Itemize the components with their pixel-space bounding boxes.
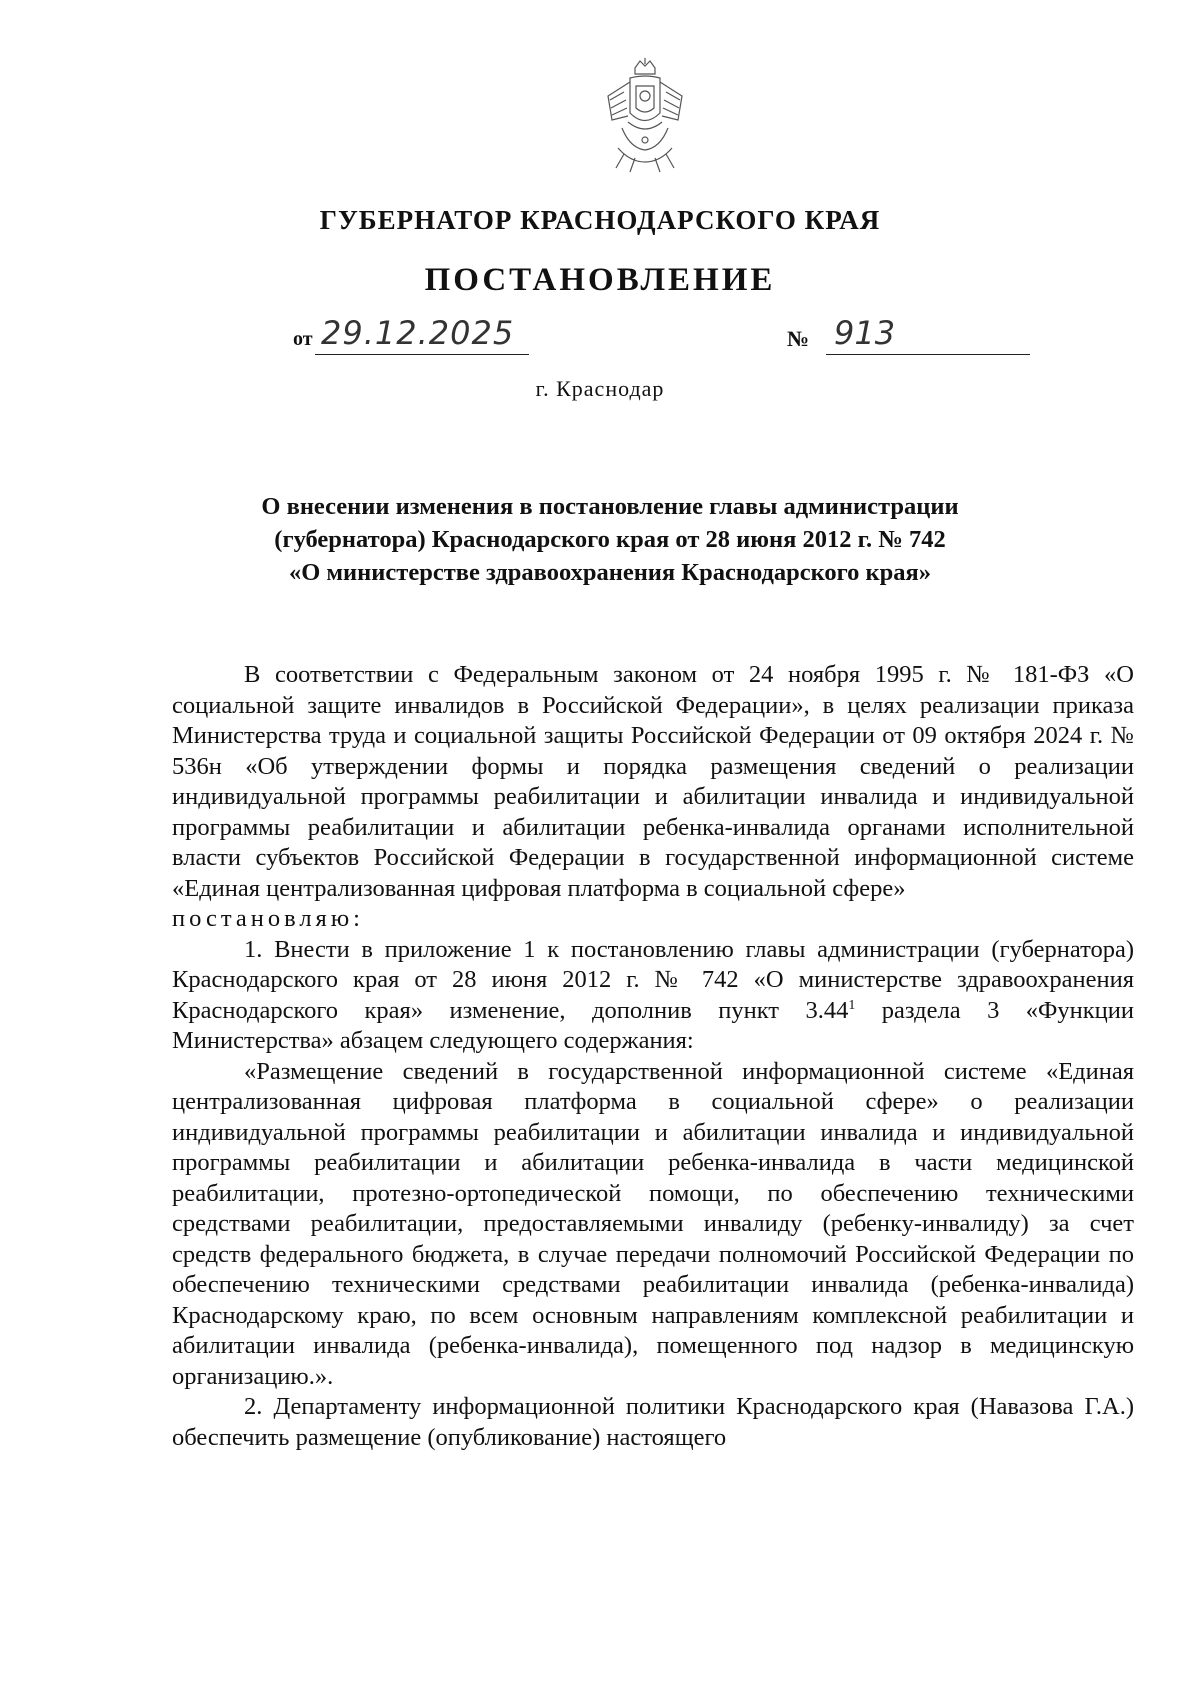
- resolve-word: постановляю:: [172, 905, 364, 932]
- paragraph-1: [172, 935, 1134, 1057]
- subject-line: О внесении изменения в постановление главы администрации: [261, 493, 959, 520]
- quoted-paragraph: «Размещение сведений в государственной информационной системе «Единая централизованная цифровая платформа в социальной сфере» о реализации индивидуальной программы реабилитации и абилитации инвалида и индивидуальной программы реабилитации и абилитации ребенка-инвалида в части медицинской реабилитации, протезно-ортопедической помощи, по обеспечению техническими средствами реабилитации, предоставляемыми инвалиду (ребенку-инвалиду) за счет средств федерального бюджета, в случае передачи полномочий Российской Федерации по обеспечению техническими средствами реабилитации инвалида (ребенка-инвалида) Краснодарскому краю, по всем основным направлениям комплексной реабилитации и абилитации инвалида (ребенка-инвалида), помещенного под надзор в медицинскую организацию.».: [172, 1057, 1134, 1390]
- document-type: ПОСТАНОВЛЕНИЕ: [424, 262, 776, 298]
- date-label: от: [293, 328, 313, 350]
- superscript: 1: [848, 997, 856, 1013]
- document-subject: [170, 490, 1050, 589]
- number-label: №: [787, 326, 810, 351]
- preamble-paragraph: В соответствии с Федеральным законом от 24 ноября 1995 г. № 181-ФЗ «О социальной защите инвалидов в Российской Федерации», в целях реализации приказа Министерства труда и социальной защиты Российской Федерации от 09 октября 2024 г. № 536н «Об утверждении формы и порядка размещения сведений о реализации индивидуальной программы реабилитации и абилитации инвалида и индивидуальной программы реабилитации и абилитации ребенка-инвалида органами исполнительной власти субъектов Российской Федерации в государственной информационной системе «Единая централизованная цифровая платформа в социальной сфере»: [172, 661, 1134, 902]
- number-value: 913: [826, 312, 1030, 355]
- document-body: [172, 660, 1134, 1453]
- subject-line: «О министерстве здравоохранения Краснодарского края»: [288, 559, 932, 586]
- issuer-title: ГУБЕРНАТОР КРАСНОДАРСКОГО КРАЯ: [319, 205, 881, 235]
- coat-of-arms-icon: [600, 58, 690, 176]
- paragraph-1-main: 1. Внести в приложение 1 к постановлению главы администрации (губернатора) Краснодарского края от 28 июня 2012 г. № 742 «О министерстве здравоохранения Краснодарского края» изменение, дополнив пункт 3.44: [172, 935, 1134, 1024]
- city: г. Краснодар: [535, 376, 665, 401]
- date-value: 29.12.2025: [315, 312, 529, 355]
- paragraph-1-tail: раздела 3 «Функции Министерства» абзацем следующего содержания:: [172, 996, 1134, 1054]
- paragraph-2: 2. Департаменту информационной политики Краснодарского края (Навазова Г.А.) обеспечить размещение (опубликование) настоящего: [172, 1393, 1134, 1451]
- subject-line: (губернатора) Краснодарского края от 28 июня 2012 г. № 742: [274, 526, 946, 553]
